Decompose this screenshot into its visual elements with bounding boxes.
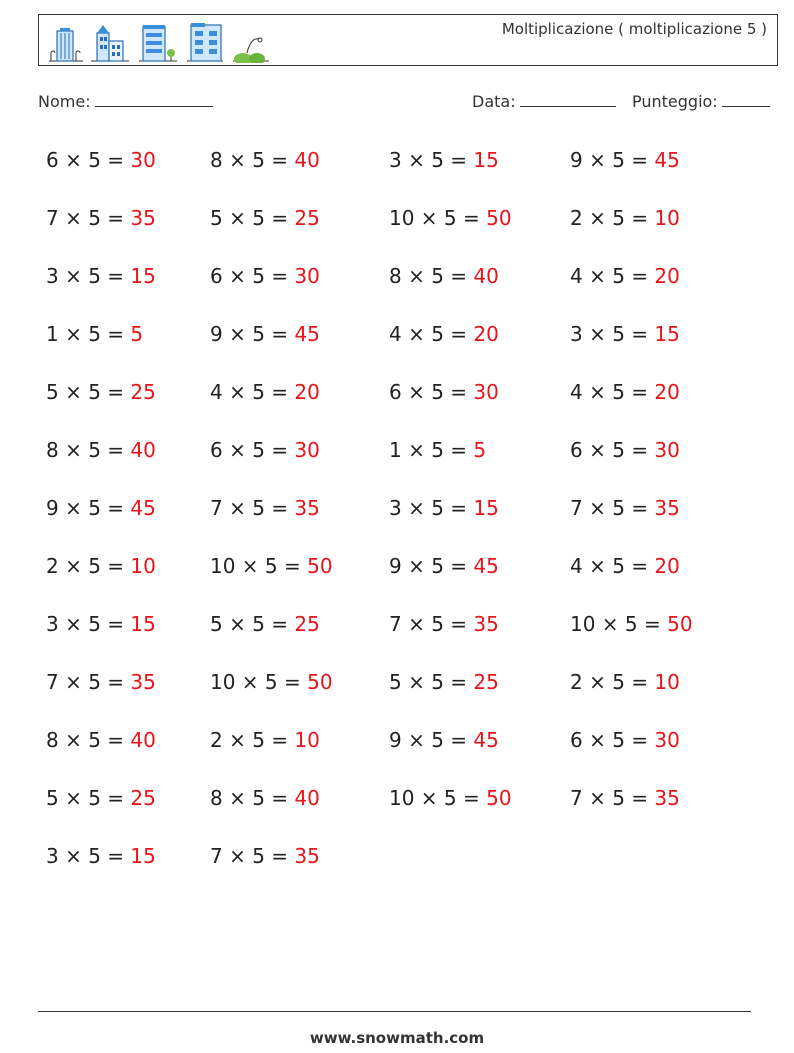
- name-field: [38, 92, 213, 111]
- problem-question: 4 × 5 =: [570, 264, 655, 288]
- problem-answer: 40: [130, 728, 156, 752]
- problem-question: 7 × 5 =: [46, 670, 131, 694]
- problem-item: [570, 670, 680, 694]
- problem-item: [570, 728, 680, 752]
- problem-answer: 15: [130, 264, 156, 288]
- problem-question: 3 × 5 =: [389, 496, 474, 520]
- problem-answer: 45: [473, 554, 499, 578]
- office-building-icon: [137, 19, 179, 63]
- problem-answer: 30: [294, 438, 320, 462]
- problem-answer: 15: [654, 322, 680, 346]
- problem-item: [570, 148, 680, 172]
- score-field: [632, 92, 770, 111]
- problem-question: 6 × 5 =: [210, 438, 295, 462]
- problem-answer: 5: [473, 438, 487, 462]
- date-label: Data:: [472, 92, 516, 111]
- problem-item: [389, 728, 499, 752]
- problem-question: 1 × 5 =: [46, 322, 131, 346]
- problem-answer: 15: [130, 612, 156, 636]
- problem-question: 7 × 5 =: [570, 786, 655, 810]
- problem-question: 7 × 5 =: [389, 612, 474, 636]
- problem-question: 2 × 5 =: [46, 554, 131, 578]
- problem-question: 9 × 5 =: [570, 148, 655, 172]
- problem-answer: 30: [294, 264, 320, 288]
- problem-question: 2 × 5 =: [570, 206, 655, 230]
- problem-answer: 50: [307, 554, 333, 578]
- problem-answer: 50: [667, 612, 693, 636]
- problem-answer: 30: [473, 380, 499, 404]
- problem-item: [210, 554, 333, 578]
- problem-question: 8 × 5 =: [46, 728, 131, 752]
- problem-answer: 10: [654, 206, 680, 230]
- problem-answer: 5: [130, 322, 144, 346]
- problem-question: 10 × 5 =: [389, 786, 487, 810]
- problem-answer: 20: [294, 380, 320, 404]
- problem-item: [389, 380, 499, 404]
- problem-answer: 50: [486, 786, 512, 810]
- score-label: Punteggio:: [632, 92, 718, 111]
- problem-question: 3 × 5 =: [389, 148, 474, 172]
- problem-item: [210, 264, 320, 288]
- problem-answer: 30: [654, 438, 680, 462]
- worksheet-title: Moltiplicazione ( moltiplicazione 5 ): [501, 20, 767, 38]
- problem-item: [570, 786, 680, 810]
- score-blank: [722, 92, 770, 107]
- park-icon: [231, 19, 271, 63]
- problem-question: 10 × 5 =: [210, 554, 308, 578]
- problem-question: 9 × 5 =: [389, 554, 474, 578]
- problem-question: 4 × 5 =: [210, 380, 295, 404]
- problem-item: [389, 264, 499, 288]
- problem-question: 7 × 5 =: [46, 206, 131, 230]
- problem-question: 10 × 5 =: [389, 206, 487, 230]
- problem-question: 9 × 5 =: [389, 728, 474, 752]
- problem-item: [389, 438, 486, 462]
- problem-answer: 45: [654, 148, 680, 172]
- problem-item: [570, 380, 680, 404]
- problem-item: [46, 438, 156, 462]
- problem-item: [389, 670, 499, 694]
- problem-question: 6 × 5 =: [570, 728, 655, 752]
- problem-question: 2 × 5 =: [570, 670, 655, 694]
- problem-item: [46, 496, 156, 520]
- problem-question: 10 × 5 =: [570, 612, 668, 636]
- problem-item: [570, 612, 693, 636]
- date-blank: [520, 92, 616, 107]
- problem-question: 7 × 5 =: [210, 844, 295, 868]
- problem-item: [210, 206, 320, 230]
- problem-answer: 40: [130, 438, 156, 462]
- problem-answer: 25: [130, 786, 156, 810]
- problem-item: [46, 322, 143, 346]
- problem-item: [570, 554, 680, 578]
- problem-question: 3 × 5 =: [570, 322, 655, 346]
- problem-item: [46, 786, 156, 810]
- problem-item: [210, 728, 320, 752]
- problem-question: 1 × 5 =: [389, 438, 474, 462]
- problem-answer: 10: [654, 670, 680, 694]
- name-label: Nome:: [38, 92, 91, 111]
- problem-answer: 40: [473, 264, 499, 288]
- problem-answer: 20: [473, 322, 499, 346]
- problem-answer: 25: [473, 670, 499, 694]
- problem-answer: 50: [486, 206, 512, 230]
- problem-question: 9 × 5 =: [210, 322, 295, 346]
- problem-item: [570, 264, 680, 288]
- problem-answer: 20: [654, 264, 680, 288]
- problem-item: [389, 322, 499, 346]
- problem-item: [210, 786, 320, 810]
- problem-question: 5 × 5 =: [46, 380, 131, 404]
- problem-item: [570, 496, 680, 520]
- problem-answer: 35: [130, 206, 156, 230]
- problem-answer: 30: [130, 148, 156, 172]
- problem-item: [210, 322, 320, 346]
- problem-question: 8 × 5 =: [389, 264, 474, 288]
- problem-question: 7 × 5 =: [210, 496, 295, 520]
- problem-question: 3 × 5 =: [46, 264, 131, 288]
- problem-question: 8 × 5 =: [210, 148, 295, 172]
- apartment-building-icon: [185, 19, 225, 63]
- problem-question: 2 × 5 =: [210, 728, 295, 752]
- problem-item: [46, 728, 156, 752]
- problem-item: [389, 554, 499, 578]
- problem-answer: 30: [654, 728, 680, 752]
- problem-item: [210, 438, 320, 462]
- problem-answer: 25: [294, 206, 320, 230]
- problem-answer: 10: [130, 554, 156, 578]
- problem-answer: 15: [130, 844, 156, 868]
- problem-item: [210, 148, 320, 172]
- city-buildings-icon: [89, 19, 131, 63]
- problem-question: 3 × 5 =: [46, 612, 131, 636]
- problem-item: [389, 612, 499, 636]
- name-blank: [95, 92, 213, 107]
- problem-question: 5 × 5 =: [210, 206, 295, 230]
- problem-question: 7 × 5 =: [570, 496, 655, 520]
- skyscraper-icon: [45, 19, 85, 63]
- problem-item: [46, 148, 156, 172]
- problem-question: 4 × 5 =: [570, 380, 655, 404]
- problem-answer: 25: [294, 612, 320, 636]
- problem-item: [210, 380, 320, 404]
- problem-question: 6 × 5 =: [46, 148, 131, 172]
- problem-item: [210, 612, 320, 636]
- problem-question: 6 × 5 =: [210, 264, 295, 288]
- problem-answer: 35: [130, 670, 156, 694]
- problem-item: [46, 380, 156, 404]
- problem-item: [570, 322, 680, 346]
- problem-answer: 25: [130, 380, 156, 404]
- problem-question: 6 × 5 =: [389, 380, 474, 404]
- problem-answer: 45: [130, 496, 156, 520]
- problem-answer: 15: [473, 148, 499, 172]
- problem-answer: 35: [294, 496, 320, 520]
- problem-item: [389, 496, 499, 520]
- problem-item: [210, 496, 320, 520]
- problem-item: [570, 206, 680, 230]
- date-field: [472, 92, 616, 111]
- header-box: [38, 14, 778, 66]
- problem-question: 5 × 5 =: [46, 786, 131, 810]
- problem-item: [46, 844, 156, 868]
- problem-answer: 10: [294, 728, 320, 752]
- problem-item: [46, 264, 156, 288]
- problem-answer: 35: [654, 496, 680, 520]
- problem-question: 4 × 5 =: [389, 322, 474, 346]
- footer-site: www.snowmath.com: [309, 1029, 485, 1047]
- problem-item: [210, 670, 333, 694]
- problem-question: 10 × 5 =: [210, 670, 308, 694]
- problem-question: 6 × 5 =: [570, 438, 655, 462]
- problem-answer: 20: [654, 554, 680, 578]
- problem-question: 9 × 5 =: [46, 496, 131, 520]
- problem-question: 3 × 5 =: [46, 844, 131, 868]
- problem-item: [46, 670, 156, 694]
- problem-answer: 40: [294, 148, 320, 172]
- problem-answer: 45: [294, 322, 320, 346]
- problem-answer: 35: [473, 612, 499, 636]
- problem-answer: 20: [654, 380, 680, 404]
- problem-question: 5 × 5 =: [389, 670, 474, 694]
- problem-answer: 40: [294, 786, 320, 810]
- problem-question: 8 × 5 =: [210, 786, 295, 810]
- problem-item: [389, 206, 512, 230]
- problem-item: [46, 554, 156, 578]
- problem-item: [389, 148, 499, 172]
- problem-item: [46, 612, 156, 636]
- problem-item: [570, 438, 680, 462]
- problem-answer: 50: [307, 670, 333, 694]
- problem-question: 8 × 5 =: [46, 438, 131, 462]
- header-icons: [45, 19, 275, 63]
- problem-answer: 15: [473, 496, 499, 520]
- problem-answer: 35: [294, 844, 320, 868]
- problem-question: 4 × 5 =: [570, 554, 655, 578]
- problem-item: [46, 206, 156, 230]
- problem-item: [389, 786, 512, 810]
- problem-item: [210, 844, 320, 868]
- problem-answer: 45: [473, 728, 499, 752]
- footer-divider: [38, 1011, 751, 1012]
- problem-answer: 35: [654, 786, 680, 810]
- problem-question: 5 × 5 =: [210, 612, 295, 636]
